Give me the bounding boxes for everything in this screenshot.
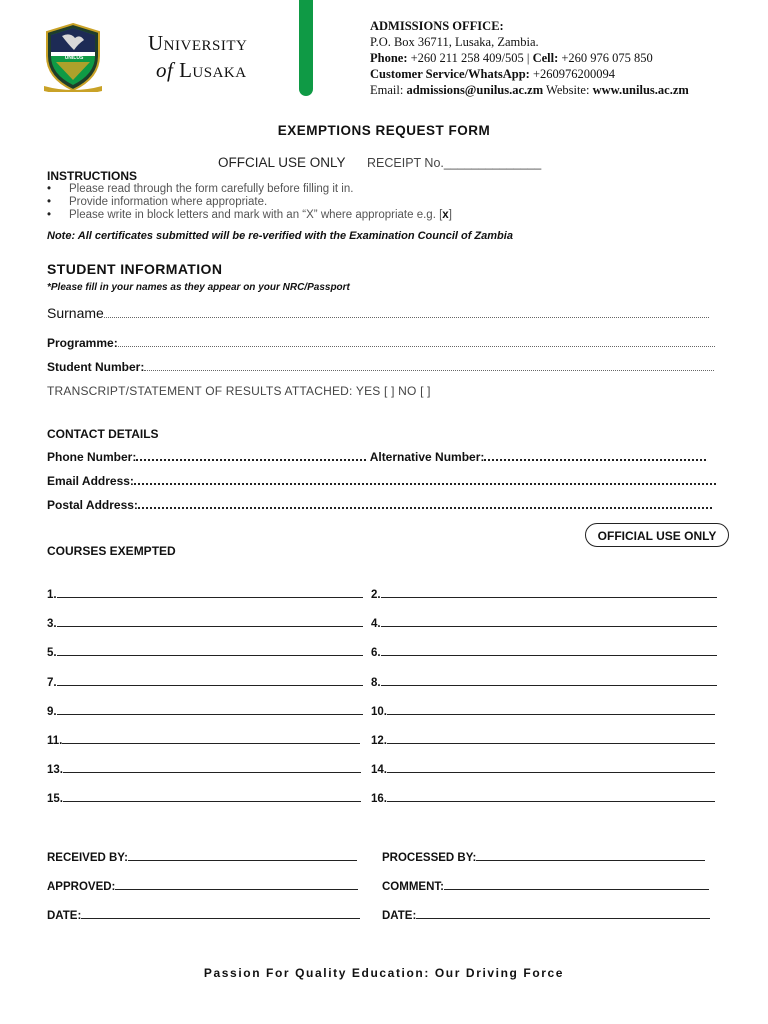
phone-label: Phone: [370,51,408,65]
course-field[interactable] [387,704,715,715]
date-right-label: DATE: [382,910,417,922]
postal-address-field[interactable] [138,498,712,509]
date-left-row [47,908,360,922]
comment-field[interactable] [444,879,709,890]
processed-by-row [382,850,705,864]
course-field[interactable] [381,616,717,627]
course-row [47,704,363,718]
course-number: 6. [371,647,381,659]
footer-motto: Passion For Quality Education: Our Driving Force [203,966,565,980]
comment-row [382,879,709,893]
admissions-contact-block [370,18,689,98]
course-row [47,675,363,689]
course-row [47,645,363,659]
course-row [47,616,363,630]
bullet: • [47,196,52,208]
green-accent-bar [299,0,313,96]
receipt-number-field[interactable]: RECEIPT No.______________ [367,156,542,170]
approved-field[interactable] [115,879,358,890]
course-row [47,791,361,805]
cell-label: Cell: [532,51,559,65]
phone-value: +260 211 258 409/505 | [410,51,530,65]
course-row [371,733,715,747]
po-box: P.O. Box 36711, Lusaka, Zambia. [370,35,539,49]
course-field[interactable] [387,762,715,773]
official-use-only-badge: OFFICIAL USE ONLY [585,523,729,547]
student-name-note: *Please fill in your names as they appear on your NRC/Passport [47,282,350,293]
phone-number-field[interactable] [136,450,366,461]
university-word: University [148,31,248,55]
course-field[interactable] [387,733,715,744]
programme-field[interactable] [118,337,715,347]
course-field[interactable] [57,587,363,598]
crest-text: UNILUS [64,55,84,61]
comment-label: COMMENT: [382,881,444,893]
example-close: ] [448,209,452,221]
course-row [371,675,717,689]
course-number: 5. [47,647,57,659]
student-number-label: Student Number: [47,360,145,374]
instruction-text: Provide information where appropriate. [69,196,268,208]
course-number: 11. [47,735,63,747]
course-field[interactable] [381,675,717,686]
transcript-attached-checkbox-row[interactable]: TRANSCRIPT/STATEMENT OF RESULTS ATTACHED: YES [ ] NO [ ] [47,384,431,398]
received-by-row [47,850,357,864]
email-row [47,474,716,488]
date-right-field[interactable] [416,908,710,919]
course-number: 10. [371,706,387,718]
instructions-heading: INSTRUCTIONS [47,169,137,183]
website-label: Website: [546,83,590,97]
course-number: 15. [47,793,63,805]
form-title: EXEMPTIONS REQUEST FORM [277,123,491,138]
approved-label: APPROVED: [47,881,116,893]
bullet: • [47,183,52,195]
received-by-label: RECEIVED BY: [47,852,128,864]
course-field[interactable] [381,587,717,598]
verification-note: Note: All certificates submitted will be re-verified with the Examination Council of Zambia [47,230,513,242]
university-of: of [156,58,174,82]
courses-exempted-heading: COURSES EXEMPTED [47,544,176,558]
email-label: Email: [370,83,404,97]
course-row [47,762,361,776]
instruction-text: Please write in block letters and mark with an “X” where appropriate e.g. [ [69,209,443,221]
website-link[interactable]: www.unilus.ac.zm [592,83,689,97]
bullet: • [47,209,52,221]
course-field[interactable] [381,645,717,656]
course-row [371,762,715,776]
alternative-number-label: Alternative Number: [369,450,485,464]
course-number: 8. [371,677,381,689]
course-number: 13. [47,764,63,776]
course-row [371,704,715,718]
date-left-label: DATE: [47,910,82,922]
instruction-item [47,183,353,195]
approved-row [47,879,358,893]
course-number: 3. [47,618,57,630]
surname-field[interactable] [104,308,709,318]
postal-address-label: Postal Address: [47,498,138,512]
course-number: 9. [47,706,57,718]
course-field[interactable] [62,733,360,744]
email-address-field[interactable] [134,474,716,485]
surname-row [47,305,709,321]
cell-value: +260 976 075 850 [561,51,653,65]
alternative-number-field[interactable] [484,450,706,461]
whatsapp-label: Customer Service/WhatsApp: [370,67,530,81]
course-number: 4. [371,618,381,630]
course-field[interactable] [57,704,363,715]
programme-row [47,336,715,350]
office-title: ADMISSIONS OFFICE: [370,19,504,33]
example-mark: x [442,209,449,221]
date-left-field[interactable] [81,908,360,919]
processed-by-field[interactable] [476,850,705,861]
course-field[interactable] [387,791,715,802]
date-right-row [382,908,710,922]
course-field[interactable] [57,675,363,686]
student-number-row [47,360,714,374]
official-use-label: OFFCIAL USE ONLY [218,155,346,170]
course-number: 7. [47,677,57,689]
course-field[interactable] [57,645,363,656]
contact-details-heading: CONTACT DETAILS [47,427,159,441]
instruction-item [47,209,452,221]
surname-label: Surname [47,305,104,321]
course-row [371,587,717,601]
course-field[interactable] [57,616,363,627]
course-number: 16. [371,793,387,805]
email-link[interactable]: admissions@unilus.ac.zm [406,83,544,97]
phone-row [47,450,706,464]
course-number: 12. [371,735,387,747]
university-city: Lusaka [179,58,247,82]
whatsapp-value: +260976200094 [532,67,616,81]
course-number: 14. [371,764,387,776]
course-number: 1. [47,589,57,601]
postal-row [47,498,712,512]
processed-by-label: PROCESSED BY: [382,852,477,864]
university-name-line2 [156,58,247,83]
course-row [371,645,717,659]
course-field[interactable] [63,762,361,773]
instruction-item [47,196,267,208]
instruction-text: Please read through the form carefully before filling it in. [69,183,354,195]
email-address-label: Email Address: [47,474,134,488]
course-row [371,791,715,805]
course-field[interactable] [63,791,361,802]
received-by-field[interactable] [128,850,357,861]
course-row [47,733,360,747]
university-name-line1 [148,31,247,56]
course-row [47,587,363,601]
phone-number-label: Phone Number: [47,450,137,464]
course-row [371,616,717,630]
student-information-heading: STUDENT INFORMATION [47,261,223,277]
programme-label: Programme: [47,336,118,350]
course-number: 2. [371,589,381,601]
student-number-field[interactable] [144,361,714,371]
